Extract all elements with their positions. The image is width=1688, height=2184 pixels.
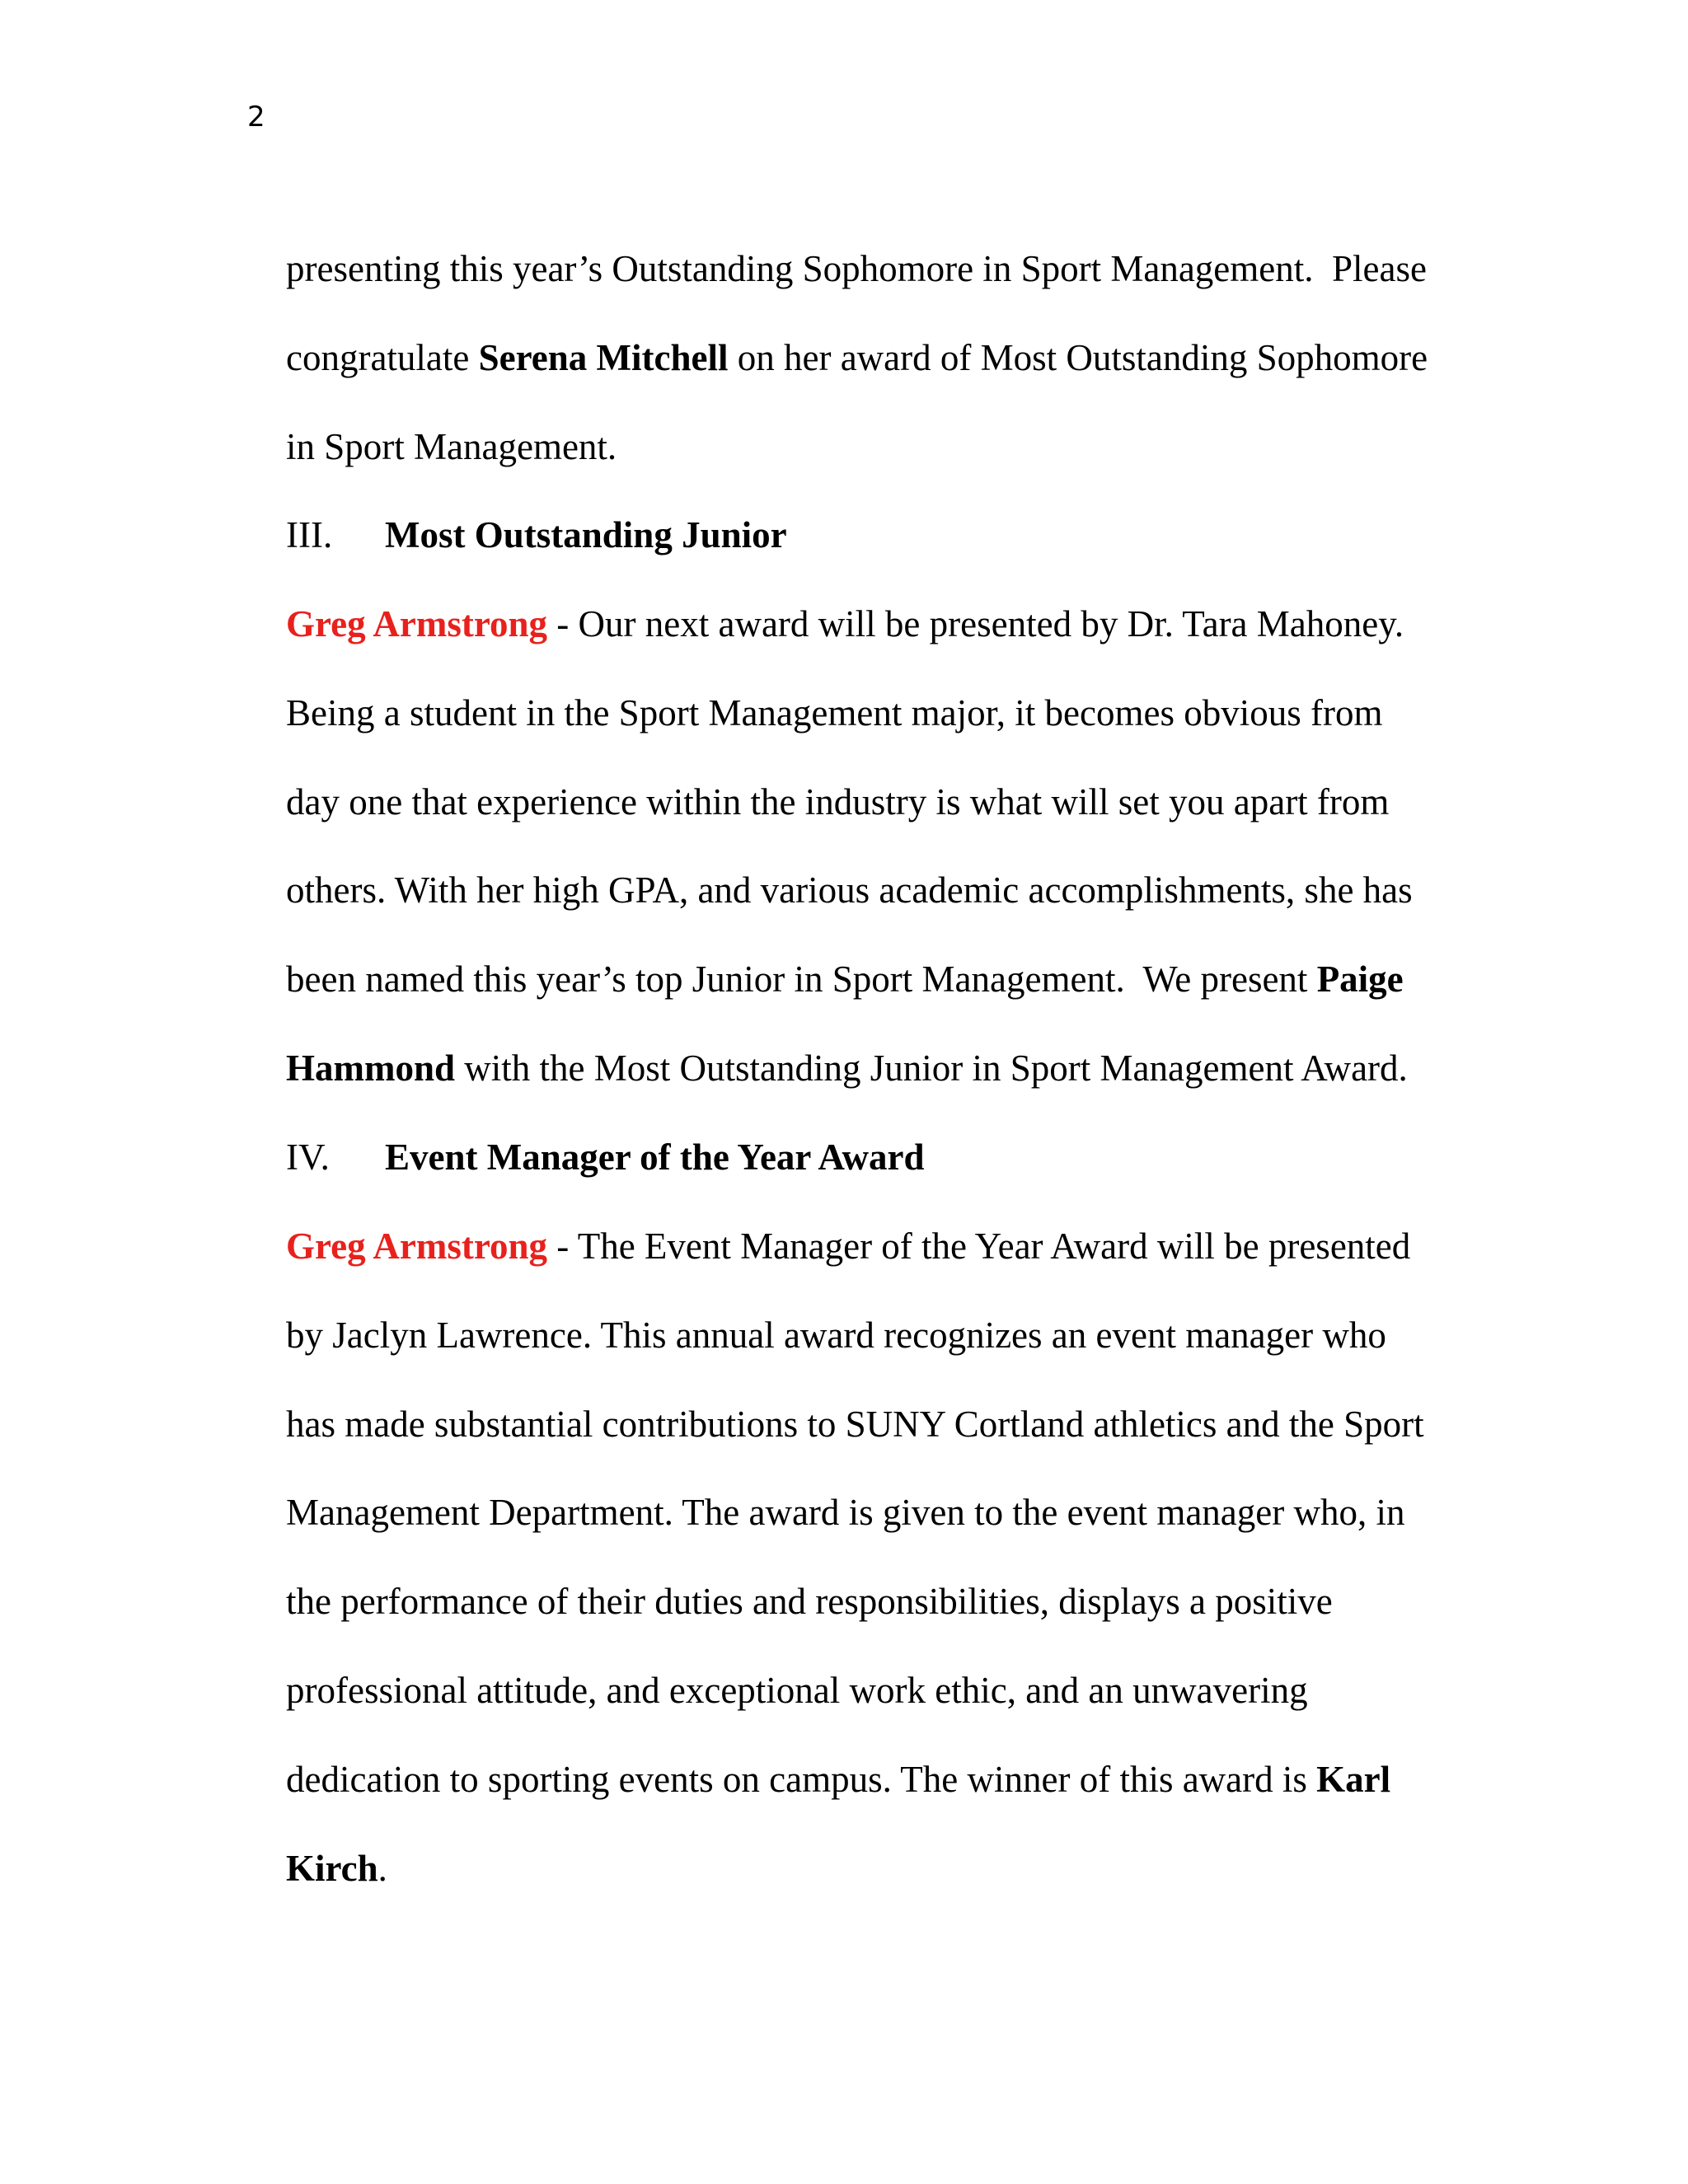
section-number: IV. <box>286 1137 330 1178</box>
body-line <box>249 1794 387 1943</box>
text-span: - Our next award will be presented by Dr. Tara Mahoney. <box>547 603 1404 644</box>
text-span: has made substantial contributions to SUNY Cortland athletics and the Sport <box>286 1404 1424 1445</box>
text-span: by Jaclyn Lawrence. This annual award recognizes an event manager who <box>286 1315 1386 1356</box>
text-span: with the Most Outstanding Junior in Sport Management Award. <box>455 1047 1408 1089</box>
awardee-name: Serena Mitchell <box>478 337 729 378</box>
section-number: III. <box>286 514 333 555</box>
text-span: others. With her high GPA, and various academic accomplishments, she has <box>286 869 1413 911</box>
text-span: in Sport Management. <box>286 426 617 467</box>
text-span: Management Department. The award is given to the event manager who, in <box>286 1492 1405 1533</box>
awardee-name: Kirch <box>286 1848 378 1889</box>
section-title: Event Manager of the Year Award <box>385 1137 925 1178</box>
text-span: been named this year’s top Junior in Sport Management. We present <box>286 958 1317 1000</box>
text-span: - The Event Manager of the Year Award will be presented <box>547 1226 1411 1267</box>
text-span: congratulate <box>286 337 479 378</box>
page-number: 2 <box>247 101 265 134</box>
awardee-name: Paige <box>1316 958 1404 1000</box>
speaker-name: Greg Armstrong <box>286 603 548 644</box>
text-span: presenting this year’s Outstanding Sophomore in Sport Management. Please <box>286 248 1427 289</box>
text-span: professional attitude, and exceptional work ethic, and an unwavering <box>286 1670 1308 1711</box>
speaker-name: Greg Armstrong <box>286 1226 548 1267</box>
text-span: dedication to sporting events on campus. The winner of this award is <box>286 1759 1317 1800</box>
section-title: Most Outstanding Junior <box>385 514 787 555</box>
awardee-name: Karl <box>1316 1759 1391 1800</box>
text-span: on her award of Most Outstanding Sophomore <box>728 337 1428 378</box>
text-span: the performance of their duties and responsibilities, displays a positive <box>286 1581 1333 1622</box>
text-span: day one that experience within the industry is what will set you apart from <box>286 781 1390 823</box>
text-span: . <box>377 1848 387 1889</box>
body-line <box>249 1705 1390 1854</box>
awardee-name: Hammond <box>286 1047 456 1089</box>
text-span: Being a student in the Sport Management major, it becomes obvious from <box>286 692 1383 733</box>
